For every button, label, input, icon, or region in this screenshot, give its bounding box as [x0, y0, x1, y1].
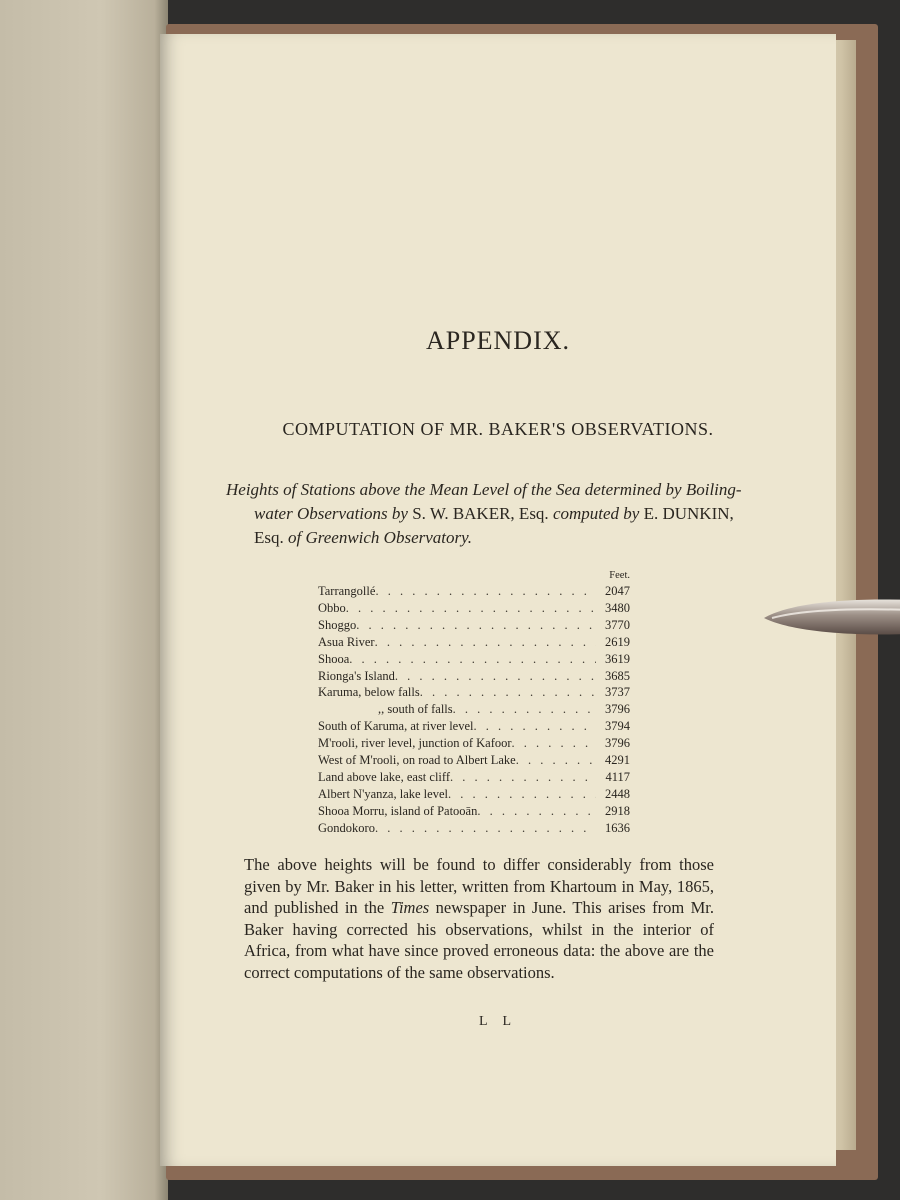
- height-value: 2448: [605, 786, 630, 801]
- table-row: [318, 651, 630, 668]
- station-name: Obbo: [318, 600, 346, 615]
- leader-dots: [375, 583, 596, 600]
- leader-dots: [356, 617, 596, 634]
- height-value: 3796: [605, 736, 630, 751]
- leader-dots: [512, 735, 596, 752]
- caption-name-dunkin: E. DUNKIN, Esq.: [254, 504, 734, 547]
- leader-dots: [346, 600, 596, 617]
- height-value: 3770: [605, 617, 630, 632]
- signature-mark: L L: [478, 1014, 518, 1029]
- section-title: COMPUTATION OF MR. BAKER'S OBSERVATIONS.: [282, 419, 714, 439]
- table-row: [318, 701, 630, 718]
- height-value: 3619: [605, 651, 630, 666]
- height-value: 2619: [605, 634, 630, 649]
- leader-dots: [450, 769, 596, 786]
- table-caption: [226, 478, 750, 550]
- station-name: West of M'rooli, on road to Albert Lake: [318, 753, 516, 768]
- table-row: [318, 718, 630, 735]
- unit-header: Feet.: [609, 570, 630, 581]
- station-name: South of Karuma, at river level: [318, 719, 474, 734]
- leader-dots: [448, 786, 596, 803]
- height-value: 4291: [605, 753, 630, 768]
- book-page: [160, 34, 836, 1166]
- appendix-title: APPENDIX.: [425, 326, 571, 355]
- station-name: Shooa: [318, 651, 350, 666]
- para-italic-times: Times: [390, 898, 430, 918]
- caption-text-3: of Greenwich Observatory.: [283, 528, 472, 547]
- station-name: Karuma, below falls: [318, 685, 420, 700]
- leader-dots: [349, 651, 596, 668]
- station-name: Tarrangollé: [318, 584, 376, 598]
- station-name: M'rooli, river level, junction of Kafoor: [318, 736, 512, 751]
- leader-dots: [375, 820, 596, 837]
- table-row: [318, 735, 630, 752]
- caption-text-1: Heights of Stations above the Mean Level of the Sea determined by Boiling-water Observations by: [226, 480, 742, 523]
- table-row: [318, 752, 630, 769]
- body-paragraph: [244, 854, 714, 984]
- leader-dots: [477, 803, 596, 820]
- station-name: Shooa Morru, island of Patooān: [318, 803, 478, 818]
- station-name: Rionga's Island: [318, 668, 395, 683]
- table-row: [318, 617, 630, 634]
- height-value: 1636: [605, 820, 630, 835]
- height-value: 2047: [605, 584, 630, 598]
- heights-table: [318, 569, 630, 837]
- leader-dots: [474, 718, 596, 735]
- leader-dots: [453, 701, 596, 718]
- height-value: 4117: [605, 769, 630, 784]
- height-value: 3685: [605, 668, 630, 683]
- table-row: [318, 668, 630, 685]
- para-text-1: The above heights will be found to differ considerably from those given by Mr. Baker in his letter, written from Khartoum in May, 1865, and published in the: [244, 855, 714, 918]
- station-name: Asua River: [318, 634, 375, 649]
- leader-dots: [420, 684, 596, 701]
- metal-bookmark-clip: [762, 594, 900, 640]
- table-row: [318, 769, 630, 786]
- height-value: 3794: [605, 719, 630, 734]
- table-row: [318, 634, 630, 651]
- table-row: [318, 786, 630, 803]
- station-name: Albert N'yanza, lake level: [318, 786, 448, 801]
- facing-page: [0, 0, 168, 1200]
- leader-dots: [516, 752, 596, 769]
- station-name: Gondokoro: [318, 820, 375, 835]
- station-name: ,, south of falls: [378, 702, 453, 717]
- table-row: [318, 803, 630, 820]
- table-row: [318, 600, 630, 617]
- table-row: [318, 684, 630, 701]
- height-value: 3796: [605, 702, 630, 717]
- leader-dots: [375, 634, 596, 651]
- para-text-2: newspaper in June. This arises from Mr. Baker having corrected his observations, whilst in the interior of Africa, from what have since proved erroneous data: the above are the correct computations of the same observations.: [244, 898, 714, 982]
- station-name: Shoggo: [318, 617, 357, 632]
- caption-text-2: computed by: [548, 504, 644, 523]
- height-value: 2918: [605, 803, 630, 818]
- station-name: Land above lake, east cliff: [318, 769, 451, 784]
- leader-dots: [395, 668, 596, 685]
- height-value: 3480: [605, 600, 630, 615]
- caption-name-baker: S. W. BAKER, Esq.: [412, 504, 549, 523]
- height-value: 3737: [605, 685, 630, 700]
- table-row: [318, 583, 630, 600]
- table-row: [318, 820, 630, 837]
